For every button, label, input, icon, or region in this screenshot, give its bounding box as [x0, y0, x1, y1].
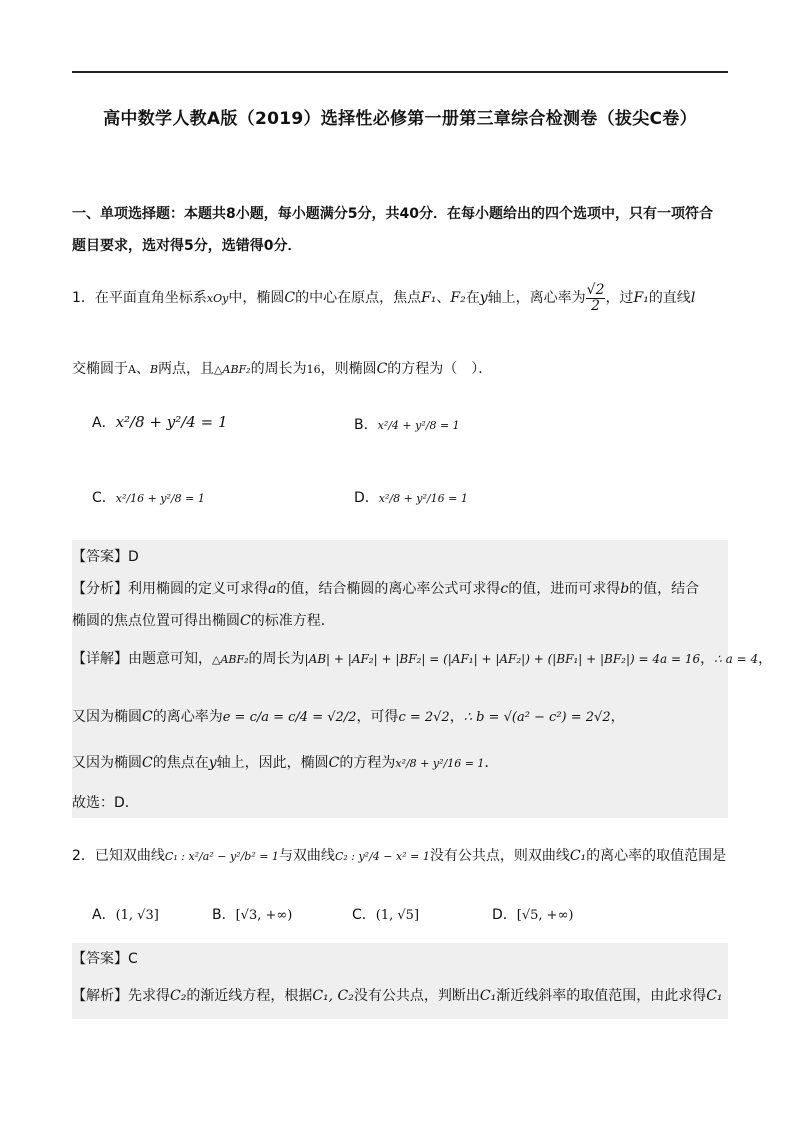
q1-option-c[interactable]: C．x²/16 + y²/8 = 1 [92, 490, 205, 506]
q1-answer: 【答案】D [72, 549, 139, 565]
q1-choose: 故选：D． [72, 795, 139, 811]
q2-solution-panel [72, 943, 728, 1019]
page-title: 高中数学人教A版（2019）选择性必修第一册第三章综合检测卷（拔尖C卷） [103, 109, 697, 129]
q1-detail-line1: 【详解】由题意可知，△ABF₂的周长为|AB| + |AF₂| + |BF₂| = (|AF₁| + |AF₂|) + (|BF₁| + |BF₂|) = 4a = 16，∴ a = 4， [72, 651, 773, 667]
q1-option-a[interactable]: A．x²/8 + y²/4 = 1 [92, 413, 228, 431]
q2-option-c[interactable]: C．(1, √5] [352, 907, 420, 923]
q2-option-b[interactable]: B．[√3, +∞) [212, 907, 293, 923]
q1-detail-line2: 又因为椭圆C的离心率为e = c/a = c/4 = √2/2，可得c = 2√2，∴ b = √(a² − c²) = 2√2， [72, 709, 625, 725]
q1-analysis-line1: 【分析】利用椭圆的定义可求得a的值，结合椭圆的离心率公式可求得c的值，进而可求得b的值，结合 [72, 581, 700, 597]
q1-xoy: xOy [206, 292, 229, 306]
q1-detail-line3: 又因为椭圆C的焦点在y轴上，因此，椭圆C的方程为x²/8 + y²/16 = 1． [72, 755, 499, 771]
q1-eccentricity-fraction: $\frac{√2}{2}$ [586, 282, 605, 314]
q2-stem: 2．已知双曲线C₁ : x²/a² − y²/b² = 1与双曲线C₂ : y²/4 − x² = 1没有公共点，则双曲线C₁的离心率的取值范围是 [72, 848, 727, 864]
q1-option-b[interactable]: B．x²/4 + y²/8 = 1 [354, 417, 460, 433]
section-heading-line1: 一、单项选择题：本题共8小题，每小题满分5分，共40分．在每小题给出的四个选项中，只有一项符合 [72, 206, 713, 222]
q1-stem-line1: 1．在平面直角坐标系xOy中，椭圆C的中心在原点，焦点F₁、F₂在y轴上，离心率为 $\frac{√2}{2}$ ，过F₁的直线l [72, 282, 696, 314]
q2-option-a[interactable]: A．(1, √3] [92, 907, 159, 923]
q1-option-d[interactable]: D．x²/8 + y²/16 = 1 [354, 490, 468, 506]
q1-analysis-line2: 椭圆的焦点位置可得出椭圆C的标准方程． [72, 613, 335, 629]
header-rule [72, 71, 728, 73]
q2-answer: 【答案】C [72, 951, 138, 967]
q1-stem-line2: 交椭圆于A、B两点，且△ABF₂的周长为16，则椭圆C的方程为（ ）． [72, 361, 493, 377]
q2-explanation: 【解析】先求得C₂的渐近线方程，根据C₁, C₂没有公共点，判断出C₁渐近线斜率的取值范围，由此求得C₁ [72, 988, 723, 1004]
section-heading-line2: 题目要求，选对得5分，选错得0分． [72, 238, 302, 254]
q2-option-d[interactable]: D．[√5, +∞) [492, 907, 574, 923]
